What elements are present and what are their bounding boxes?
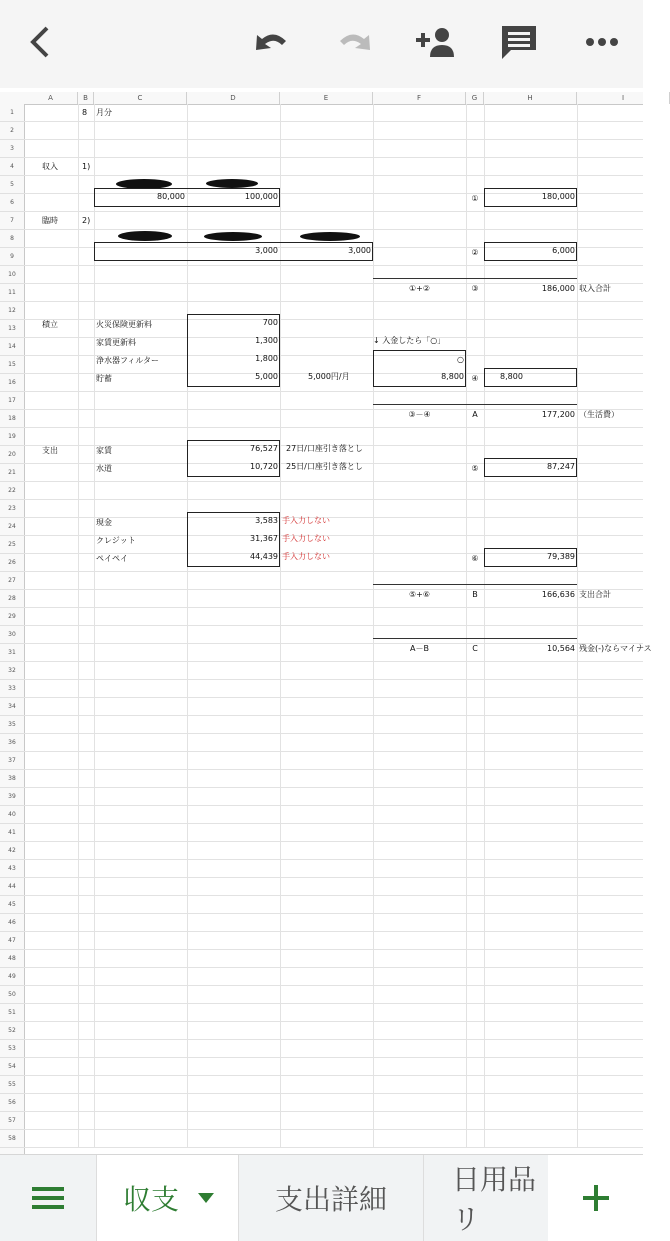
- row-header[interactable]: 39: [0, 788, 24, 806]
- cell-c20[interactable]: 水道: [96, 464, 112, 473]
- cell-a7[interactable]: 臨時: [42, 216, 58, 225]
- cell-d19[interactable]: 76,527: [250, 444, 278, 453]
- redaction-mark: [300, 232, 360, 241]
- row-header[interactable]: 22: [0, 482, 24, 500]
- row-gridline: [24, 751, 643, 752]
- back-arrow-icon[interactable]: [18, 22, 62, 62]
- row-gridline: [24, 301, 643, 302]
- column-gridline: [577, 104, 578, 1148]
- summary-line: [373, 638, 577, 639]
- row-header[interactable]: 10: [0, 266, 24, 284]
- row-gridline: [24, 391, 643, 392]
- cell-e20[interactable]: 25日/口座引き落とし: [286, 462, 363, 471]
- column-header[interactable]: B: [78, 92, 94, 104]
- row-gridline: [24, 895, 643, 896]
- row-gridline: [24, 481, 643, 482]
- cell-g5[interactable]: ①: [471, 194, 479, 203]
- cell-f15[interactable]: 8,800: [441, 372, 464, 381]
- row-header[interactable]: 18: [0, 410, 24, 428]
- row-gridline: [24, 175, 643, 176]
- cell-h5[interactable]: 180,000: [541, 192, 575, 201]
- add-sheet-icon[interactable]: [548, 1155, 643, 1241]
- cell-g25[interactable]: ⑥: [471, 554, 479, 563]
- cell-c19[interactable]: 家賃: [96, 446, 112, 455]
- row-header[interactable]: 4: [0, 158, 24, 176]
- tab-shushi[interactable]: [96, 1155, 239, 1241]
- row-header[interactable]: 35: [0, 716, 24, 734]
- summary-line: [373, 584, 577, 585]
- row-header[interactable]: 29: [0, 608, 24, 626]
- cell-d15[interactable]: 5,000: [255, 372, 278, 381]
- row-gridline: [24, 787, 643, 788]
- row-header[interactable]: 8: [0, 230, 24, 248]
- row-gridline: [24, 769, 643, 770]
- row-gridline: [24, 913, 643, 914]
- column-header[interactable]: A: [24, 92, 78, 104]
- row-gridline: [24, 859, 643, 860]
- row-header[interactable]: 14: [0, 338, 24, 356]
- row-header[interactable]: 24: [0, 518, 24, 536]
- row-gridline: [24, 1129, 643, 1130]
- row-header[interactable]: 23: [0, 500, 24, 518]
- spreadsheet-grid[interactable]: [0, 92, 652, 1154]
- column-header[interactable]: G: [466, 92, 484, 104]
- cell-f10[interactable]: ①+②: [408, 284, 431, 293]
- cell-a19[interactable]: 支出: [42, 446, 58, 455]
- column-header[interactable]: H: [484, 92, 577, 104]
- cell-i17[interactable]: （生活費）: [579, 410, 619, 419]
- summary-line: [373, 404, 577, 405]
- row-gridline: [24, 931, 643, 932]
- top-toolbar: [0, 0, 643, 88]
- row-gridline: [24, 121, 643, 122]
- row-gridline: [24, 841, 643, 842]
- cell-d25[interactable]: 44,439: [250, 552, 278, 561]
- row-gridline: [24, 625, 643, 626]
- row-header[interactable]: 45: [0, 896, 24, 914]
- row-header[interactable]: 50: [0, 986, 24, 1004]
- row-gridline: [24, 211, 643, 212]
- row-header[interactable]: 58: [0, 1130, 24, 1148]
- cell-e23[interactable]: 手入力しない: [282, 516, 330, 525]
- cell-c23[interactable]: 現金: [96, 518, 112, 527]
- cell-f30[interactable]: A－B: [410, 644, 429, 653]
- sheet-list-icon[interactable]: [0, 1155, 96, 1241]
- tab-label: 日用品リ: [452, 1163, 537, 1236]
- row-gridline: [24, 805, 643, 806]
- cell-c24[interactable]: クレジット: [96, 536, 136, 545]
- row-header[interactable]: 19: [0, 428, 24, 446]
- row-header[interactable]: 33: [0, 680, 24, 698]
- row-gridline: [24, 499, 643, 500]
- cell-e24[interactable]: 手入力しない: [282, 534, 330, 543]
- row-header[interactable]: 25: [0, 536, 24, 554]
- row-header[interactable]: 5: [0, 176, 24, 194]
- cell-h25[interactable]: 79,389: [547, 552, 575, 561]
- row-gridline: [24, 607, 643, 608]
- cell-h10[interactable]: 186,000: [541, 284, 575, 293]
- row-gridline: [24, 697, 643, 698]
- row-header[interactable]: 56: [0, 1094, 24, 1112]
- row-header[interactable]: 21: [0, 464, 24, 482]
- tab-shishutsu-shosai[interactable]: [239, 1155, 424, 1241]
- cell-area[interactable]: [24, 104, 652, 1154]
- row-header[interactable]: 52: [0, 1022, 24, 1040]
- more-icon[interactable]: [580, 22, 624, 62]
- comment-icon[interactable]: [497, 22, 541, 62]
- cell-e25[interactable]: 手入力しない: [282, 552, 330, 561]
- cell-f17[interactable]: ③－④: [408, 410, 431, 419]
- column-header[interactable]: C: [94, 92, 187, 104]
- row-header[interactable]: 28: [0, 590, 24, 608]
- sheet-tab-bar: [0, 1154, 643, 1241]
- row-header[interactable]: 51: [0, 1004, 24, 1022]
- cell-g10[interactable]: ③: [471, 284, 479, 293]
- cell-b1[interactable]: 8: [82, 108, 88, 117]
- row-gridline: [24, 427, 643, 428]
- row-gridline: [24, 1093, 643, 1094]
- row-gridline: [24, 265, 643, 266]
- undo-icon[interactable]: [250, 22, 294, 62]
- cell-d5[interactable]: 100,000: [244, 192, 278, 201]
- cell-f27[interactable]: ⑤+⑥: [408, 590, 431, 599]
- row-gridline: [24, 733, 643, 734]
- column-header[interactable]: I: [577, 92, 670, 104]
- cell-c13[interactable]: 家賃更新料: [96, 338, 136, 347]
- column-gridline: [78, 104, 79, 1148]
- cell-e8[interactable]: 3,000: [348, 246, 371, 255]
- cell-c14[interactable]: 浄水器フィルター: [96, 356, 160, 365]
- row-gridline: [24, 1021, 643, 1022]
- tab-nichiyohin[interactable]: [424, 1155, 548, 1241]
- row-header[interactable]: 15: [0, 356, 24, 374]
- row-header[interactable]: 31: [0, 644, 24, 662]
- row-header[interactable]: 41: [0, 824, 24, 842]
- cell-g17[interactable]: A: [472, 410, 478, 419]
- row-header[interactable]: 9: [0, 248, 24, 266]
- cell-h30[interactable]: 10,564: [547, 644, 575, 653]
- row-gridline: [24, 877, 643, 878]
- cell-h20[interactable]: 87,247: [547, 462, 575, 471]
- cell-h15[interactable]: 8,800: [500, 372, 523, 381]
- row-header[interactable]: 32: [0, 662, 24, 680]
- row-header[interactable]: 43: [0, 860, 24, 878]
- add-person-icon[interactable]: [414, 22, 458, 62]
- row-header[interactable]: 27: [0, 572, 24, 590]
- cell-i10[interactable]: 収入合計: [579, 284, 611, 293]
- row-header[interactable]: 17: [0, 392, 24, 410]
- row-gridline: [24, 949, 643, 950]
- redo-icon[interactable]: [332, 22, 376, 62]
- cell-f13[interactable]: ↓ 入金したら「○」: [373, 336, 446, 345]
- row-gridline: [24, 139, 643, 140]
- cell-i27[interactable]: 支出合計: [579, 590, 611, 599]
- redaction-mark: [206, 179, 258, 188]
- row-gridline: [24, 1057, 643, 1058]
- summary-line: [373, 278, 577, 279]
- row-header[interactable]: 53: [0, 1040, 24, 1058]
- cell-e19[interactable]: 27日/口座引き落とし: [286, 444, 363, 453]
- row-header[interactable]: 44: [0, 878, 24, 896]
- row-header[interactable]: 46: [0, 914, 24, 932]
- row-gridline: [24, 967, 643, 968]
- cell-e15[interactable]: 5,000円/月: [308, 372, 350, 381]
- cell-h8[interactable]: 6,000: [552, 246, 575, 255]
- row-header[interactable]: 38: [0, 770, 24, 788]
- row-header[interactable]: 16: [0, 374, 24, 392]
- cell-g15[interactable]: ④: [471, 374, 479, 383]
- row-header[interactable]: 30: [0, 626, 24, 644]
- row-header[interactable]: 48: [0, 950, 24, 968]
- row-header[interactable]: 20: [0, 446, 24, 464]
- cell-b7[interactable]: 2): [82, 216, 91, 225]
- row-header-bar: [0, 104, 25, 1154]
- redaction-mark: [118, 231, 172, 241]
- row-header[interactable]: 7: [0, 212, 24, 230]
- cell-g27[interactable]: B: [472, 590, 478, 599]
- row-gridline: [24, 823, 643, 824]
- row-header[interactable]: 11: [0, 284, 24, 302]
- cell-h27[interactable]: 166,636: [541, 590, 575, 599]
- row-header[interactable]: 26: [0, 554, 24, 572]
- cell-g20[interactable]: ⑤: [471, 464, 479, 473]
- row-header[interactable]: 47: [0, 932, 24, 950]
- row-header[interactable]: 6: [0, 194, 24, 212]
- cell-d23[interactable]: 3,583: [255, 516, 278, 525]
- row-gridline: [24, 985, 643, 986]
- row-gridline: [24, 1075, 643, 1076]
- cell-c12[interactable]: 火災保険更新料: [96, 320, 152, 329]
- row-gridline: [24, 517, 643, 518]
- row-gridline: [24, 1111, 643, 1112]
- row-header[interactable]: 12: [0, 302, 24, 320]
- cell-i30[interactable]: 残金(-)ならマイナス: [579, 644, 652, 653]
- dropdown-arrow-icon[interactable]: [197, 1192, 215, 1204]
- row-gridline: [24, 715, 643, 716]
- row-header[interactable]: 49: [0, 968, 24, 986]
- row-header[interactable]: 13: [0, 320, 24, 338]
- tab-label: 収支: [123, 1183, 180, 1216]
- cell-d14[interactable]: 1,800: [255, 354, 278, 363]
- column-header[interactable]: F: [373, 92, 466, 104]
- column-header[interactable]: D: [187, 92, 280, 104]
- tab-label: 支出詳細: [274, 1183, 387, 1216]
- row-header[interactable]: 1: [0, 104, 24, 122]
- cell-d8[interactable]: 3,000: [255, 246, 278, 255]
- row-gridline: [24, 229, 643, 230]
- cell-d13[interactable]: 1,300: [255, 336, 278, 345]
- cell-b4[interactable]: 1): [82, 162, 91, 171]
- row-header[interactable]: 57: [0, 1112, 24, 1130]
- row-header[interactable]: 34: [0, 698, 24, 716]
- cell-c15[interactable]: 貯蓄: [96, 374, 112, 383]
- row-gridline: [24, 1147, 643, 1148]
- row-header[interactable]: 36: [0, 734, 24, 752]
- row-gridline: [24, 661, 643, 662]
- redaction-mark: [204, 232, 262, 241]
- cell-g30[interactable]: C: [472, 644, 478, 653]
- row-gridline: [24, 1039, 643, 1040]
- cell-h17[interactable]: 177,200: [541, 410, 575, 419]
- cell-d20[interactable]: 10,720: [250, 462, 278, 471]
- column-gridline: [373, 104, 374, 1148]
- row-header[interactable]: 37: [0, 752, 24, 770]
- row-gridline: [24, 1003, 643, 1004]
- row-gridline: [24, 157, 643, 158]
- savings-total-box: [484, 368, 577, 387]
- cell-f14[interactable]: ○: [457, 355, 464, 364]
- cell-c5[interactable]: 80,000: [157, 192, 185, 201]
- row-header[interactable]: 3: [0, 140, 24, 158]
- cell-c25[interactable]: ペイペイ: [96, 554, 128, 563]
- row-gridline: [24, 571, 643, 572]
- row-header[interactable]: 55: [0, 1076, 24, 1094]
- cell-a12[interactable]: 積立: [42, 320, 58, 329]
- column-header[interactable]: E: [280, 92, 373, 104]
- row-gridline: [24, 679, 643, 680]
- cell-d24[interactable]: 31,367: [250, 534, 278, 543]
- row-header[interactable]: 2: [0, 122, 24, 140]
- cell-g8[interactable]: ②: [471, 248, 479, 257]
- row-header[interactable]: 54: [0, 1058, 24, 1076]
- cell-c1[interactable]: 月分: [96, 108, 112, 117]
- row-header[interactable]: 40: [0, 806, 24, 824]
- row-header[interactable]: 42: [0, 842, 24, 860]
- cell-d12[interactable]: 700: [262, 318, 278, 327]
- cell-a4[interactable]: 収入: [42, 162, 58, 171]
